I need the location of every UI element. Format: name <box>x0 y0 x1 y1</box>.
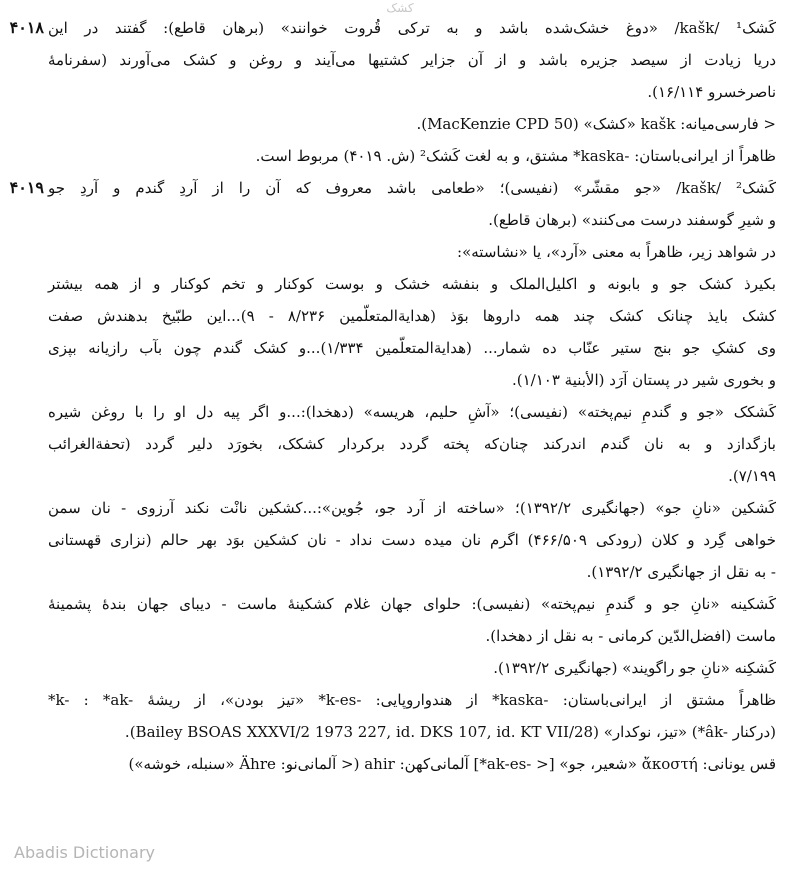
entry-4019-line-6: وی کشکِ جو بنج ستیر عنّاب ده شمار... (هدایة‌المتعلّمین ۱/۳۳۴)...و کشک گندم چون بآب رازیانه بپزی <box>48 339 776 357</box>
entry-4018-line-5: ظاهراً از ایرانی‌باستان: ‎*kaska-‎ مشتق، و به لغت کَشک² (ش. ۴۰۱۹) مربوط است. <box>255 147 776 165</box>
entry-4019-line-5: کشک بایذ چنانک کشک چند همه داروها بوَذ (هدایة‌المتعلّمین ۸/۲۳۶ - ۹)...این طبّیخ بدهندش صفت <box>48 307 777 325</box>
kashkak-line-3: ۷/۱۹۹). <box>728 467 776 485</box>
entry-4019-line-3: در شواهد زیر، ظاهراً به معنی «آرد»، یا «نشاسته»: <box>457 243 776 261</box>
kashkin-line-1: کَشکین «نانِ جو» (جهانگیری ۱۳۹۲/۲)؛ «ساخته از آرد جو، جُوین»:...کشکین نانْت نکند آرزوی - نان سمن <box>48 499 776 517</box>
kashkine-line-1: کَشکینه «نانِ جو و گندمِ نیم‌پخته» (نفیسی): حلوای جهان غلام کشکینهٔ ماست - دیبای جهان بندهٔ پشمینهٔ <box>48 595 776 613</box>
etym-line-2: (درکنار ‎*âk-‎) «تیز، نوکدار» (Bailey BSOAS XXXVI/2 1973 227, id. DKS 107, id. KT VII/28). <box>124 723 776 741</box>
etym-line-3: قس یونانی: ἄκοστή «شعیر، جو» [< ‎*ak-es-‎] آلمانی‌کهن: ahir (< آلمانی‌نو: Ähre «سنبله، خوشه») <box>128 755 776 773</box>
entry-4019-line-7: و بخوری شیر در پستان آرَد (الأبنیة ۱/۱۰۳). <box>511 371 776 389</box>
top-watermark: کشک <box>386 1 414 15</box>
entry-4018-number: ۴۰۱۸ <box>9 18 44 37</box>
kashkin-line-2: خواهی گِرد و کلان (رودکی ۴۶۶/۵۰۹) اگرم نان میده دست نداد - نان کشکین بوَد بهر حالم (نزاری قهستانی <box>48 531 776 549</box>
kashkine-line-3: کَشکِنه «نانِ جو راگویند» (جهانگیری ۱۳۹۲/۲). <box>493 659 776 677</box>
entry-4018-line-4: < فارسی‌میانه: kašk «کشک» (MacKenzie CPD 50). <box>416 115 776 133</box>
kashkak-line-2: بازگدازد و به نان گندم اندرکند چنان‌که پخته گردد برکردار کشکک، بخورَد دلیر گردد (تحفة‌الغرائب <box>48 435 776 453</box>
entries-column <box>9 12 777 780</box>
entry-4018-line-3: ناصرخسرو ۱۶/۱۱۴). <box>647 83 776 101</box>
entry-4018-line-2: دریا زیادت از سیصد جزیره باشد و از آن جزایر کشتیها می‌آیند و روغن و کشک می‌آورند (سفرنامهٔ <box>48 51 776 69</box>
kashkak-line-1: کَشکک «جو و گندمِ نیم‌پخته» (نفیسی)؛ «آشِ حلیم، هریسه» (دهخدا):...و اگر پیه دل او را با روغن شیره <box>48 403 776 421</box>
entry-4019-line-4: بکیرذ کشک جو و بابونه و اکلیل‌الملک و بنفشه خشک و بوست کوکنار و تخم کوکنار و از همه بیشتر <box>48 275 776 293</box>
entry-4018-line-1: ۴۰۱۸ کَشک¹ /kašk/ «دوغ خشک‌شده باشد و به ترکی قُروت خوانند» (برهان قاطع): گفتند در این <box>48 12 776 44</box>
kashkine-line-2: ماست (افضل‌الدّین کرمانی - به نقل از دهخدا). <box>485 627 776 645</box>
entry-4019-number: ۴۰۱۹ <box>9 178 44 197</box>
bottom-watermark: Abadis Dictionary <box>14 843 155 862</box>
kashkin-line-3: - به نقل از جهانگیری ۱۳۹۲/۲). <box>586 563 776 581</box>
entry-4019-line-1: ۴۰۱۹ کَشک² /kašk/ «جو مقشّر» (نفیسی)؛ «طعامی باشد معروف که آن را از آردِ گندم و آردِ جو <box>48 172 776 204</box>
etym-line-1: ظاهراً مشتق از ایرانی‌باستان: ‎*kaska-‎ از هندواروپایی: ‎*k-es-‎ «تیز بودن»، از ریشهٔ ‎*k- : *ak-‎ <box>48 691 777 709</box>
entry-4019-line-2: و شیرِ گوسفند درست می‌کنند» (برهان قاطع). <box>488 211 776 229</box>
